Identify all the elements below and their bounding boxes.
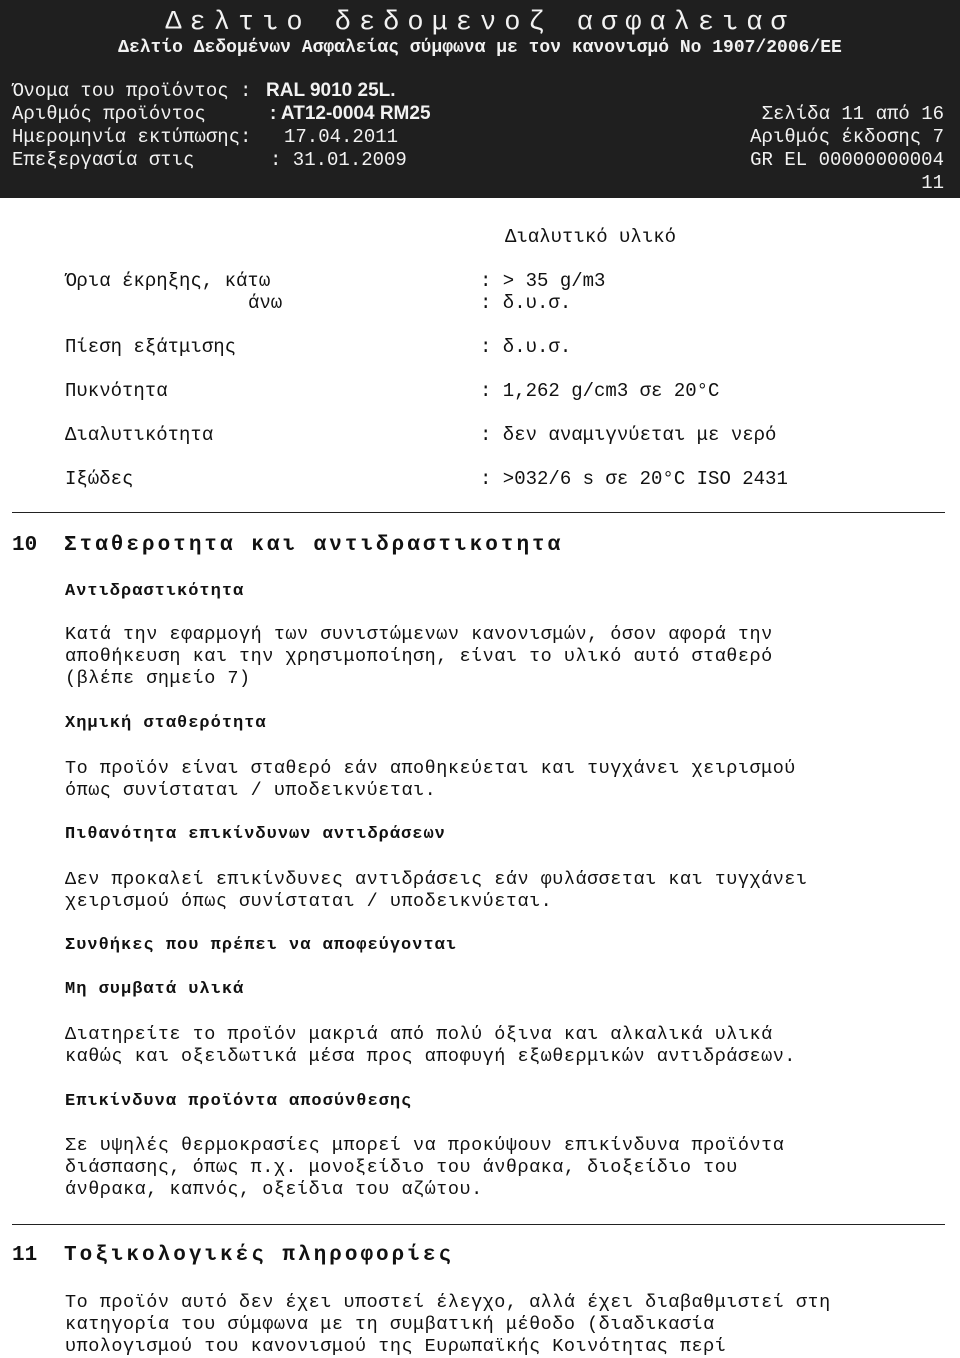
- edited-value: : 31.01.2009: [270, 149, 407, 171]
- decomposition-heading: Επικίνδυνα προϊόντα αποσύνθεσης: [65, 1092, 413, 1111]
- section-title-text: Σταθεροτητα και αντιδραστικοτητα: [64, 534, 564, 557]
- decomposition-text: Σε υψηλές θερμοκρασίες μπορεί να προκύψουν επικίνδυνα προϊόντα διάσπασης, όπως π.χ. μονοξείδιο του άνθρακα, διοξείδιο του άνθρακα, καπνός, οξείδια του αζώτου.: [65, 1135, 785, 1200]
- product-name-value: RAL 9010 25L.: [266, 80, 396, 101]
- section-title-text: Τοξικολογικές πληροφορίες: [64, 1244, 455, 1267]
- property-value: : δ.υ.σ.: [480, 292, 572, 314]
- section-10-title: [12, 534, 563, 557]
- property-value: : >032/6 s σε 20°C ISO 2431: [480, 468, 788, 490]
- product-number-value: : AT12-0004 RM25: [270, 103, 431, 124]
- section-divider: [12, 1224, 945, 1225]
- hazardous-reactions-heading: Πιθανότητα επικίνδυνων αντιδράσεων: [65, 825, 446, 844]
- solvent-heading: Διαλυτικό υλικό: [505, 226, 677, 248]
- document-title: Δελτιο δεδομενοζ ασφαλειασ: [165, 8, 795, 38]
- hazardous-reactions-text: Δεν προκαλεί επικίνδυνες αντιδράσεις εάν φυλάσσεται και τυγχάνει χειρισμού όπως συνίσταται / υποδεικνύεται.: [65, 869, 808, 912]
- stability-text: Το προϊόν είναι σταθερό εάν αποθηκεύεται και τυγχάνει χειρισμού όπως συνίσταται / υποδεικνύεται.: [65, 758, 796, 801]
- section-number: 10: [12, 534, 38, 557]
- property-label: άνω: [248, 292, 283, 314]
- incompatible-materials-text: Διατηρείτε το προϊόν μακριά από πολύ όξινα και αλκαλικά υλικά καθώς και οξειδωτικά μέσα προς αποφυγή εξωθερμικών αντιδράσεων.: [65, 1024, 796, 1067]
- property-row: [0, 292, 960, 316]
- print-date-value: 17.04.2011: [284, 126, 399, 148]
- property-label: Διαλυτικότητα: [65, 424, 214, 446]
- property-value: : δεν αναμιγνύεται με νερό: [480, 424, 777, 446]
- property-label: Όρια έκρηξης, κάτω: [65, 270, 271, 292]
- property-label: Πυκνότητα: [65, 380, 168, 402]
- document-subtitle: Δελτίο Δεδομένων Ασφαλείας σύμφωνα με τον κανονισμό No 1907/2006/ΕΕ: [118, 38, 842, 58]
- document-code-line2: 11: [921, 172, 944, 194]
- document-header: [0, 0, 960, 198]
- product-name-label: Όνομα του προϊόντος :: [12, 80, 252, 102]
- page-number: Σελίδα 11 από 16: [761, 103, 944, 125]
- property-row: [0, 468, 960, 492]
- property-row: [0, 336, 960, 360]
- property-value: : 1,262 g/cm3 σε 20°C: [480, 380, 720, 402]
- property-row: [0, 270, 960, 294]
- section-number: 11: [12, 1244, 38, 1267]
- toxicology-text: Το προϊόν αυτό δεν έχει υποστεί έλεγχο, αλλά έχει διαβαθμιστεί στη κατηγορία του σύμφωνα με τη συμβατική μέθοδο (διαδικασία υπολογισμού του κανονισμού της Ευρωπαϊκής Κοινότητας περί: [65, 1292, 831, 1357]
- edited-label: Επεξεργασία στις: [12, 149, 195, 171]
- reactivity-heading: Αντιδραστικότητα: [65, 582, 245, 601]
- product-number-label: Αριθμός προϊόντος: [12, 103, 206, 125]
- print-date-label: Ημερομηνία εκτύπωσης:: [12, 126, 252, 148]
- document-code: GR EL 00000000004: [750, 149, 944, 171]
- reactivity-text: Κατά την εφαρμογή των συνιστώμενων κανονισμών, όσον αφορά την αποθήκευση και την χρησιμοποίηση, είναι το υλικό αυτό σταθερό (βλέπε σημείο 7): [65, 624, 773, 689]
- conditions-heading: Συνθήκες που πρέπει να αποφεύγονται: [65, 936, 458, 955]
- property-row: [0, 424, 960, 448]
- incompatible-materials-heading: Μη συμβατά υλικά: [65, 980, 245, 999]
- property-value: : > 35 g/m3: [480, 270, 606, 292]
- section-divider: [12, 512, 945, 513]
- issue-number: Αριθμός έκδοσης 7: [750, 126, 944, 148]
- property-row: [0, 380, 960, 404]
- property-label: Πίεση εξάτμισης: [65, 336, 237, 358]
- section-11-title: [12, 1244, 454, 1267]
- stability-heading: Χημική σταθερότητα: [65, 714, 267, 733]
- property-label: Ιξώδες: [65, 468, 134, 490]
- property-value: : δ.υ.σ.: [480, 336, 572, 358]
